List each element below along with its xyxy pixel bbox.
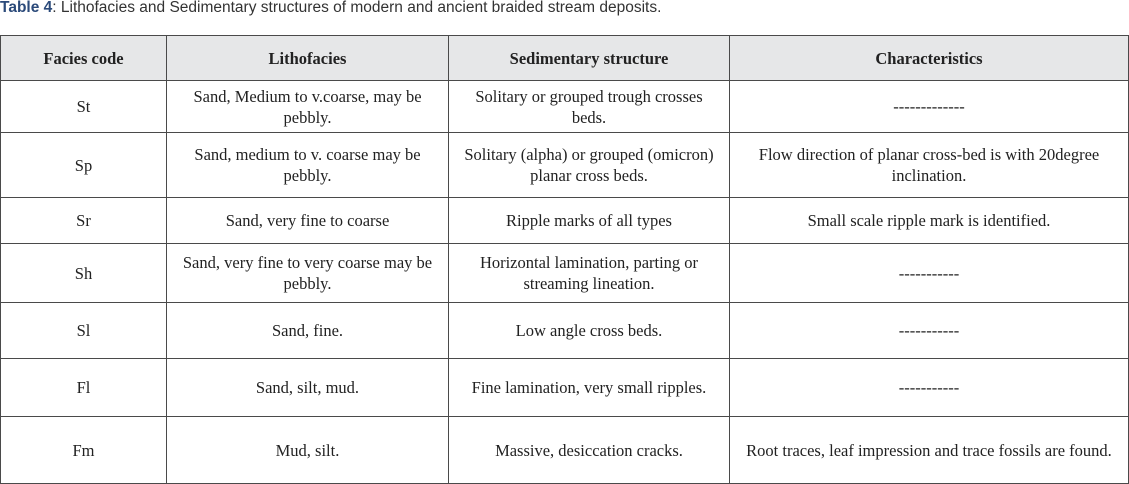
cell-lithofacies: Sand, medium to v. coarse may be pebbly. [167,133,449,198]
table-caption [0,0,661,18]
cell-characteristics: ----------- [730,359,1129,417]
cell-characteristics: Flow direction of planar cross-bed is with 20degree inclination. [730,133,1129,198]
table-row [1,198,1129,244]
cell-sedimentary-structure: Fine lamination, very small ripples. [449,359,730,417]
header-sedimentary-structure: Sedimentary structure [449,36,730,81]
cell-sedimentary-structure: Horizontal lamination, parting or streaming lineation. [449,244,730,303]
cell-lithofacies: Sand, fine. [167,303,449,359]
table-row [1,359,1129,417]
table-row [1,303,1129,359]
cell-lithofacies: Mud, silt. [167,417,449,484]
table-row [1,244,1129,303]
cell-facies-code: St [1,81,167,133]
cell-facies-code: Sr [1,198,167,244]
table-caption-text: : Lithofacies and Sedimentary structures of modern and ancient braided stream deposits. [52,0,662,16]
cell-sedimentary-structure: Massive, desiccation cracks. [449,417,730,484]
cell-facies-code: Sh [1,244,167,303]
cell-characteristics: ----------- [730,244,1129,303]
table-number: Table 4 [0,0,53,16]
table-row [1,133,1129,198]
cell-lithofacies: Sand, Medium to v.coarse, may be pebbly. [167,81,449,133]
cell-facies-code: Fl [1,359,167,417]
cell-characteristics: ----------- [730,303,1129,359]
table-row [1,81,1129,133]
table-header-row [1,36,1129,81]
cell-sedimentary-structure: Solitary (alpha) or grouped (omicron) planar cross beds. [449,133,730,198]
table-row [1,417,1129,484]
cell-lithofacies: Sand, very fine to coarse [167,198,449,244]
lithofacies-table [0,35,1129,484]
cell-sedimentary-structure: Solitary or grouped trough crosses beds. [449,81,730,133]
cell-facies-code: Sl [1,303,167,359]
cell-lithofacies: Sand, silt, mud. [167,359,449,417]
cell-characteristics: Root traces, leaf impression and trace fossils are found. [730,417,1129,484]
cell-sedimentary-structure: Ripple marks of all types [449,198,730,244]
cell-facies-code: Fm [1,417,167,484]
cell-lithofacies: Sand, very fine to very coarse may be pebbly. [167,244,449,303]
cell-sedimentary-structure: Low angle cross beds. [449,303,730,359]
header-lithofacies: Lithofacies [167,36,449,81]
cell-characteristics: Small scale ripple mark is identified. [730,198,1129,244]
cell-facies-code: Sp [1,133,167,198]
header-facies-code: Facies code [1,36,167,81]
cell-characteristics: ------------- [730,81,1129,133]
header-characteristics: Characteristics [730,36,1129,81]
